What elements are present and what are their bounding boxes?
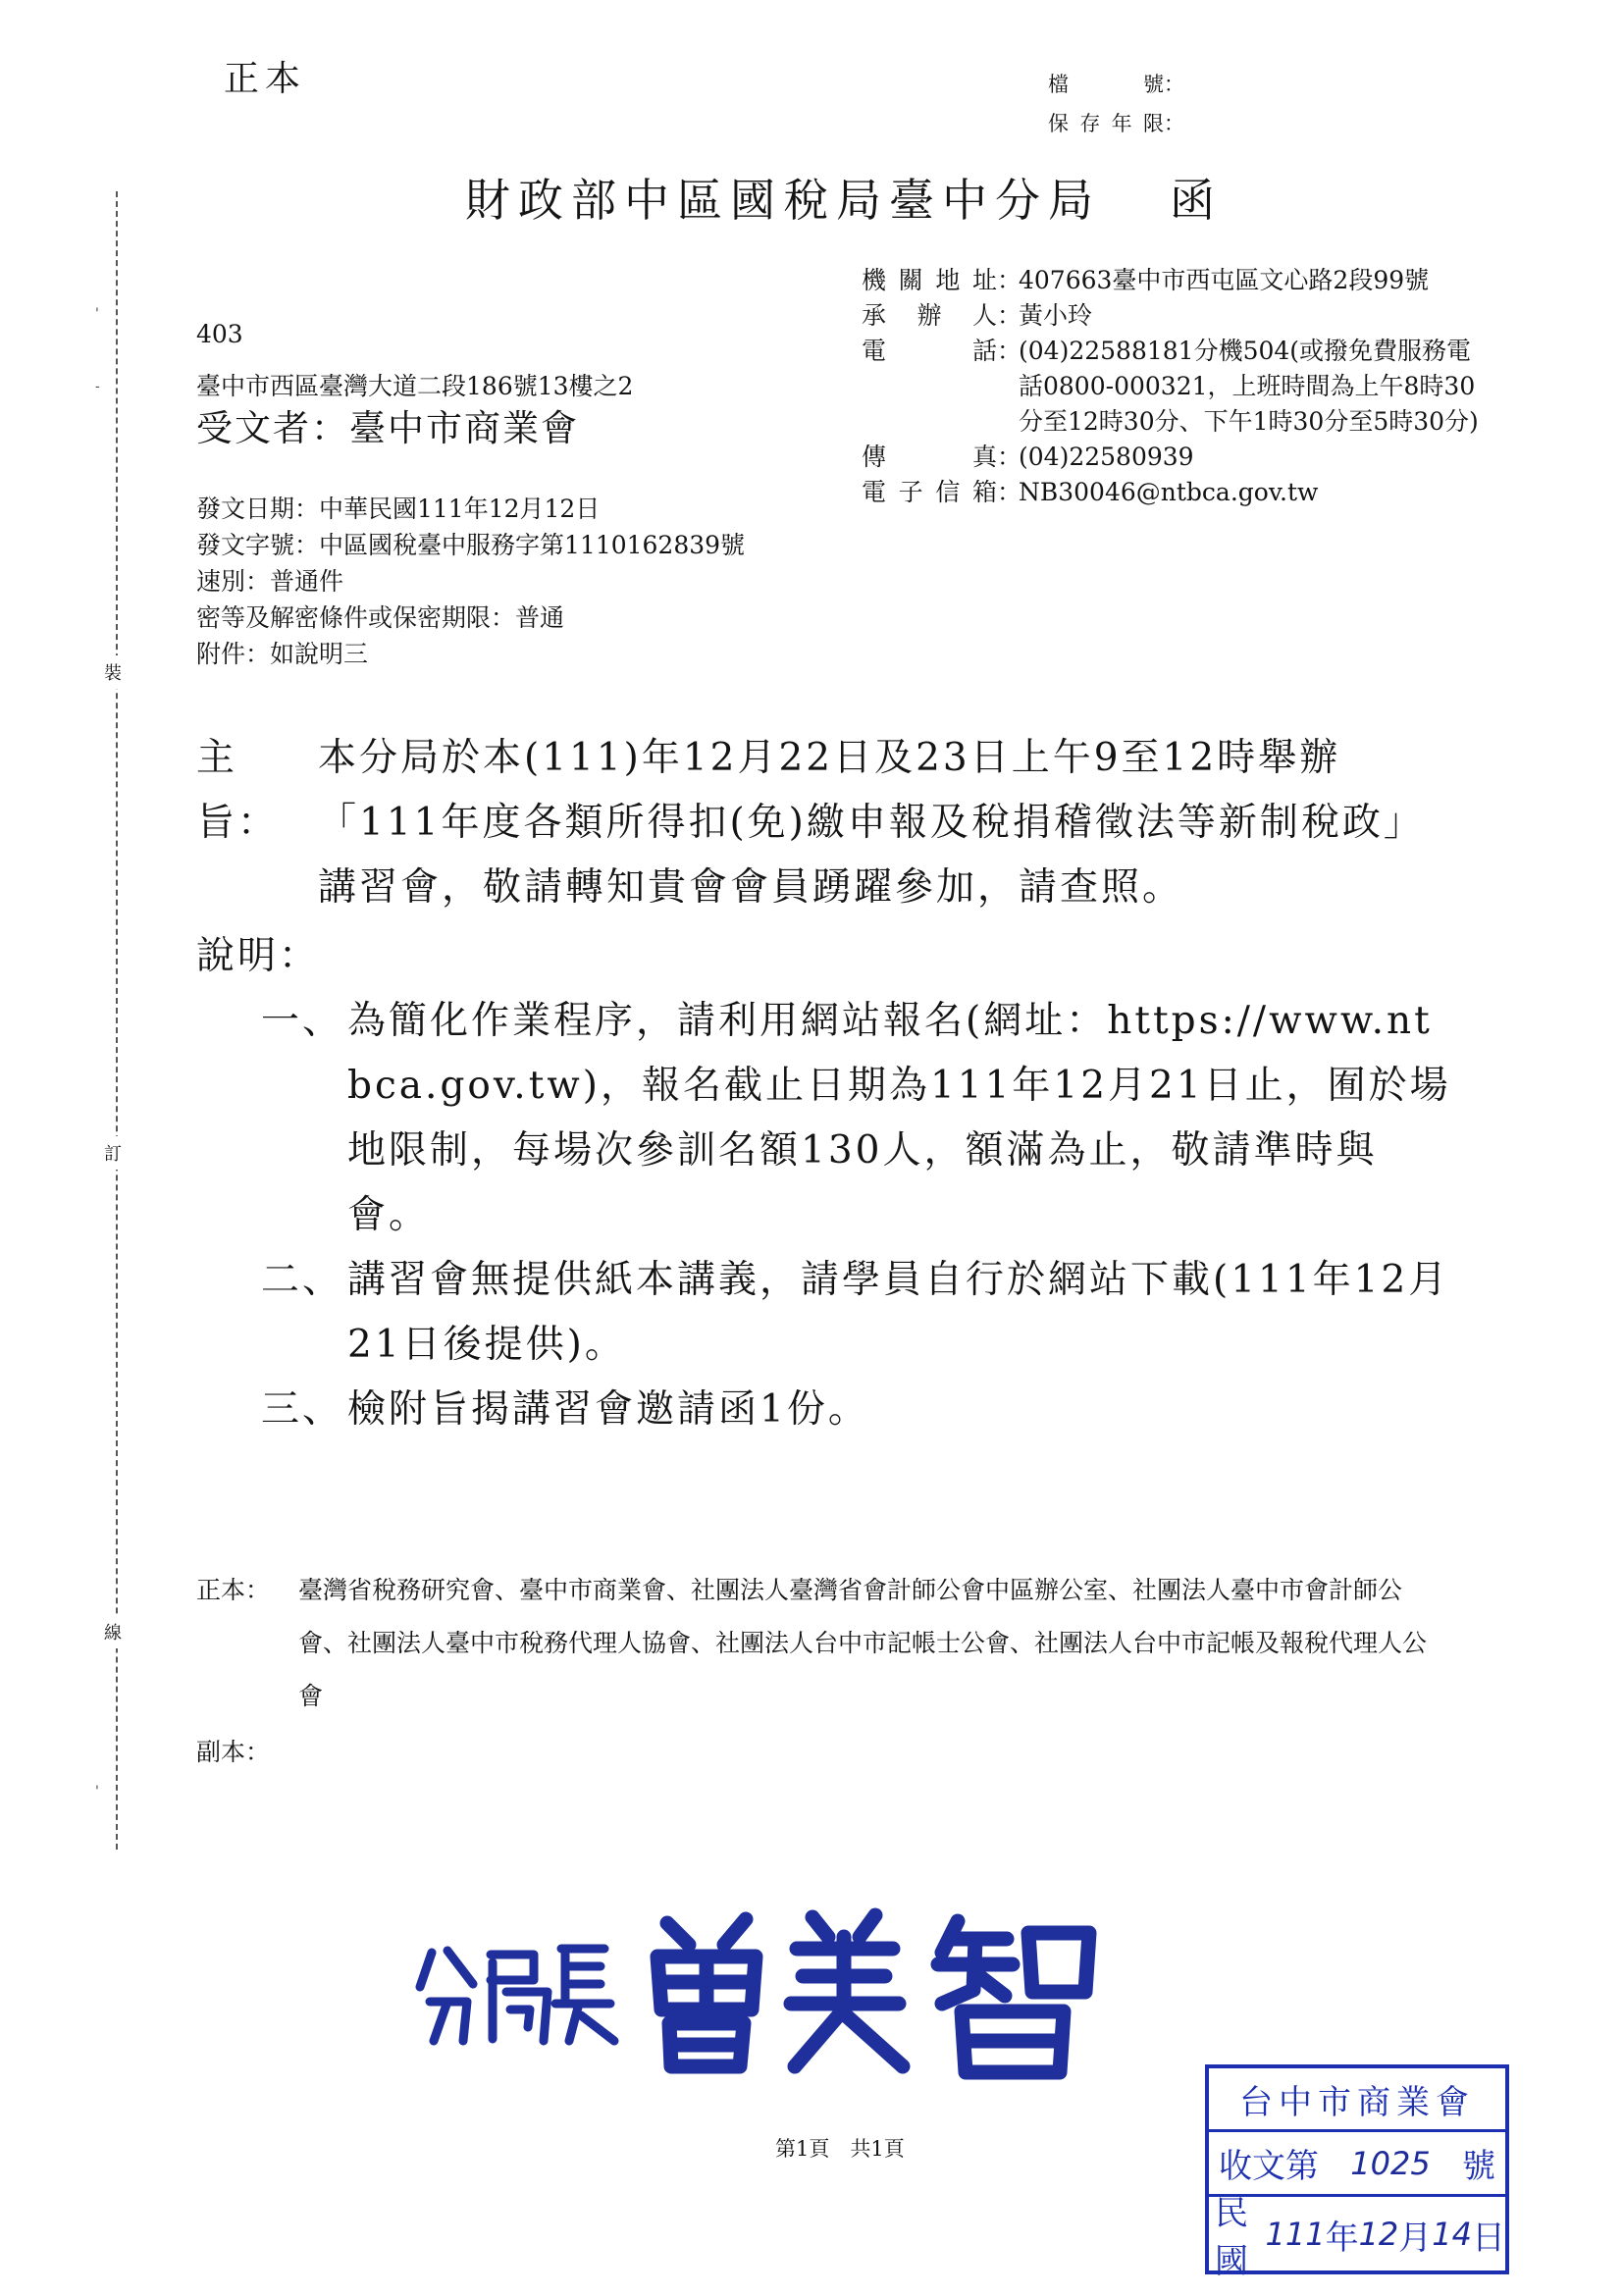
stamp-day-suffix: 日 (1472, 2218, 1505, 2258)
contact-row (862, 475, 1480, 510)
subject-label: 主旨： (196, 736, 280, 845)
contact-row (862, 440, 1480, 475)
recipient-address: 臺中市西區臺灣大道二段186號13樓之2 (196, 372, 634, 400)
document-title (465, 165, 1223, 230)
explanation-item (196, 1248, 1452, 1378)
recipient-zip: 403 (196, 320, 243, 348)
item-text: 為簡化作業程序，請利用網站報名(網址：https://www.ntbca.gov.tw)，報名截止日期為111年12月21日止，囿於場地限制，每場次參訓名額130人，額滿為止，敬請準時與會。 (347, 999, 1451, 1237)
distribution-cc-label: 副本： (196, 1738, 271, 1766)
item-number: 三、 (260, 1387, 343, 1432)
contact-label: 電子信箱 (862, 478, 997, 506)
stamp-day: 14 (1432, 2216, 1472, 2253)
issue-meta (196, 491, 745, 672)
file-number-label: 檔號 (1048, 73, 1164, 96)
margin-tick: - (95, 379, 100, 394)
recipient: 受文者：臺中市商業會 (196, 407, 579, 449)
item-number: 二、 (260, 1258, 343, 1302)
stamp-received-label: 收文第 (1219, 2147, 1319, 2186)
contact-label: 機關地址 (862, 266, 997, 294)
contact-colon: ： (997, 266, 1022, 294)
binding-char-1: 裝 (104, 655, 122, 689)
security-level: 密等及解密條件或保密期限：普通 (196, 603, 565, 632)
page-number: 第1頁 共1頁 (775, 2137, 905, 2161)
stamp-received-number: 1025 (1350, 2144, 1431, 2182)
item-number: 一、 (260, 999, 343, 1043)
contact-colon: ： (997, 443, 1022, 471)
distribution-main (196, 1564, 1433, 1723)
binding-line (116, 191, 118, 1850)
retention-colon: ： (1164, 112, 1184, 135)
explanation-item (196, 989, 1452, 1248)
contact-label: 承辦人 (862, 301, 997, 330)
item-text: 檢附旨揭講習會邀請函1份。 (347, 1387, 869, 1432)
margin-tick: ' (95, 306, 99, 322)
stamp-month: 12 (1358, 2216, 1399, 2253)
stamp-year-suffix: 年 (1325, 2218, 1359, 2258)
issue-number: 發文字號：中區國稅臺中服務字第1110162839號 (196, 531, 746, 559)
copy-mark: 正本 (224, 59, 307, 99)
received-stamp (1205, 2064, 1509, 2281)
retention-label: 保存年限 (1048, 112, 1164, 135)
contact-row (862, 263, 1480, 298)
subject (196, 726, 1452, 920)
stamp-received-suffix: 號 (1462, 2147, 1495, 2186)
contact-value: 黃小玲 (1019, 301, 1093, 330)
stamp-month-suffix: 月 (1398, 2218, 1433, 2258)
distribution-main-list: 臺灣省稅務研究會、臺中市商業會、社團法人臺灣省會計師公會中區辦公室、社團法人臺中市會計師公會、社團法人臺中市稅務代理人協會、社團法人台中市記帳士公會、社團法人台中市記帳及報稅代理人公會 (298, 1576, 1428, 1710)
contact-colon: ： (997, 301, 1022, 330)
contact-value: (04)22580939 (1019, 443, 1194, 471)
explanation-label: 說明： (196, 934, 321, 978)
contact-label: 傳真 (862, 443, 997, 471)
distribution-main-label: 正本： (196, 1576, 271, 1604)
contact-colon: ： (997, 478, 1022, 506)
stamp-date-row (1209, 2194, 1505, 2281)
file-number-colon: ： (1164, 73, 1184, 96)
contact-colon: ： (997, 337, 1022, 365)
subject-text: 本分局於本(111)年12月22日及23日上午9至12時舉辦「111年度各類所得扣(免)繳申報及稅捐稽徵法等新制稅政」講習會，敬請轉知貴會會員踴躍參加，請查照。 (318, 736, 1425, 910)
contact-row (862, 298, 1480, 334)
contact-value: NB30046@ntbca.gov.tw (1019, 478, 1319, 506)
binding-char-2: 訂 (104, 1136, 122, 1170)
director-signature (412, 1894, 1119, 2080)
contact-value: 407663臺中市西屯區文心路2段99號 (1019, 266, 1430, 294)
explanation-item (196, 1378, 1452, 1442)
contact-block (862, 263, 1480, 510)
binding-char-3: 線 (104, 1615, 122, 1648)
attachment: 附件：如說明三 (196, 640, 369, 668)
contact-value: (04)22588181分機504(或撥免費服務電話0800-000321，上班時間為上午8時30分至12時30分、下午1時30分至5時30分) (1019, 337, 1479, 436)
item-text: 講習會無提供紙本講義，請學員自行於網站下載(111年12月21日後提供)。 (347, 1258, 1450, 1367)
contact-row (862, 334, 1480, 440)
issue-date: 發文日期：中華民國111年12月12日 (196, 495, 601, 523)
contact-label: 電話 (862, 337, 997, 365)
stamp-date-prefix: 民國 (1215, 2194, 1248, 2281)
letter-body (196, 726, 1452, 1442)
file-meta (1048, 65, 1184, 143)
margin-tick: ' (95, 1784, 99, 1800)
stamp-year: 111 (1265, 2216, 1326, 2253)
stamp-org: 台中市商業會 (1209, 2068, 1505, 2132)
document-type: 函 (1170, 174, 1223, 227)
agency-name: 財政部中區國稅局臺中分局 (465, 174, 1101, 227)
urgency: 速別：普通件 (196, 567, 344, 596)
